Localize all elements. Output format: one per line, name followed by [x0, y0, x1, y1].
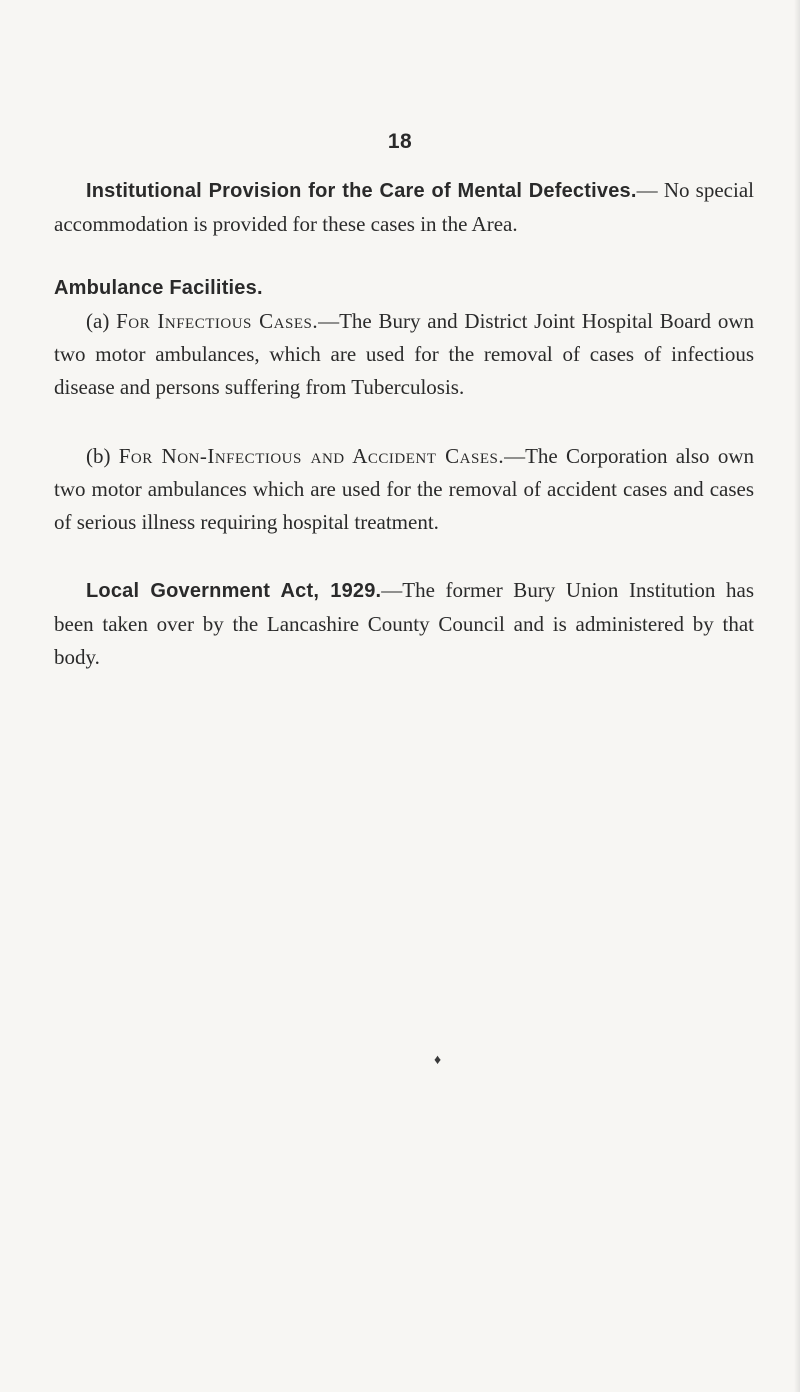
- non-infectious-cases-paragraph: [54, 440, 754, 539]
- institutional-provision-heading: Institutional Provision for the Care of Mental Defectives.: [86, 180, 637, 202]
- non-infectious-cases-text: —The Corporation also own two motor ambulances which are used for the removal of accident cases and cases of serious illness requiring hospital treatment.: [54, 444, 754, 534]
- non-infectious-cases-label: For Non-Infectious and Accident Cases.: [118, 444, 505, 468]
- ambulance-facilities-heading: Ambulance Facilities.: [54, 277, 263, 299]
- infectious-cases-text: —The Bury and District Joint Hospital Board own two motor ambulances, which are used for the removal of cases of infectious disease and persons suffering from Tuberculosis.: [54, 309, 754, 399]
- ornament-mark: ♦: [434, 1053, 442, 1068]
- local-government-text: —The former Bury Union Institution has been taken over by the Lancashire County Council and is administered by that body.: [54, 578, 754, 669]
- local-government-paragraph: [54, 574, 754, 674]
- infectious-cases-label: For Infectious Cases.: [116, 309, 319, 333]
- institutional-provision-text: — No special accommodation is provided for these cases in the Area.: [54, 178, 754, 236]
- page-edge-shadow: [794, 0, 800, 1392]
- page-number: 18: [387, 130, 413, 153]
- infectious-cases-paragraph: [54, 305, 754, 404]
- institutional-provision-paragraph: [54, 174, 754, 241]
- local-government-heading: Local Government Act, 1929.: [86, 580, 382, 602]
- infectious-cases-marker: (a): [86, 309, 117, 333]
- non-infectious-cases-marker: (b): [86, 444, 119, 468]
